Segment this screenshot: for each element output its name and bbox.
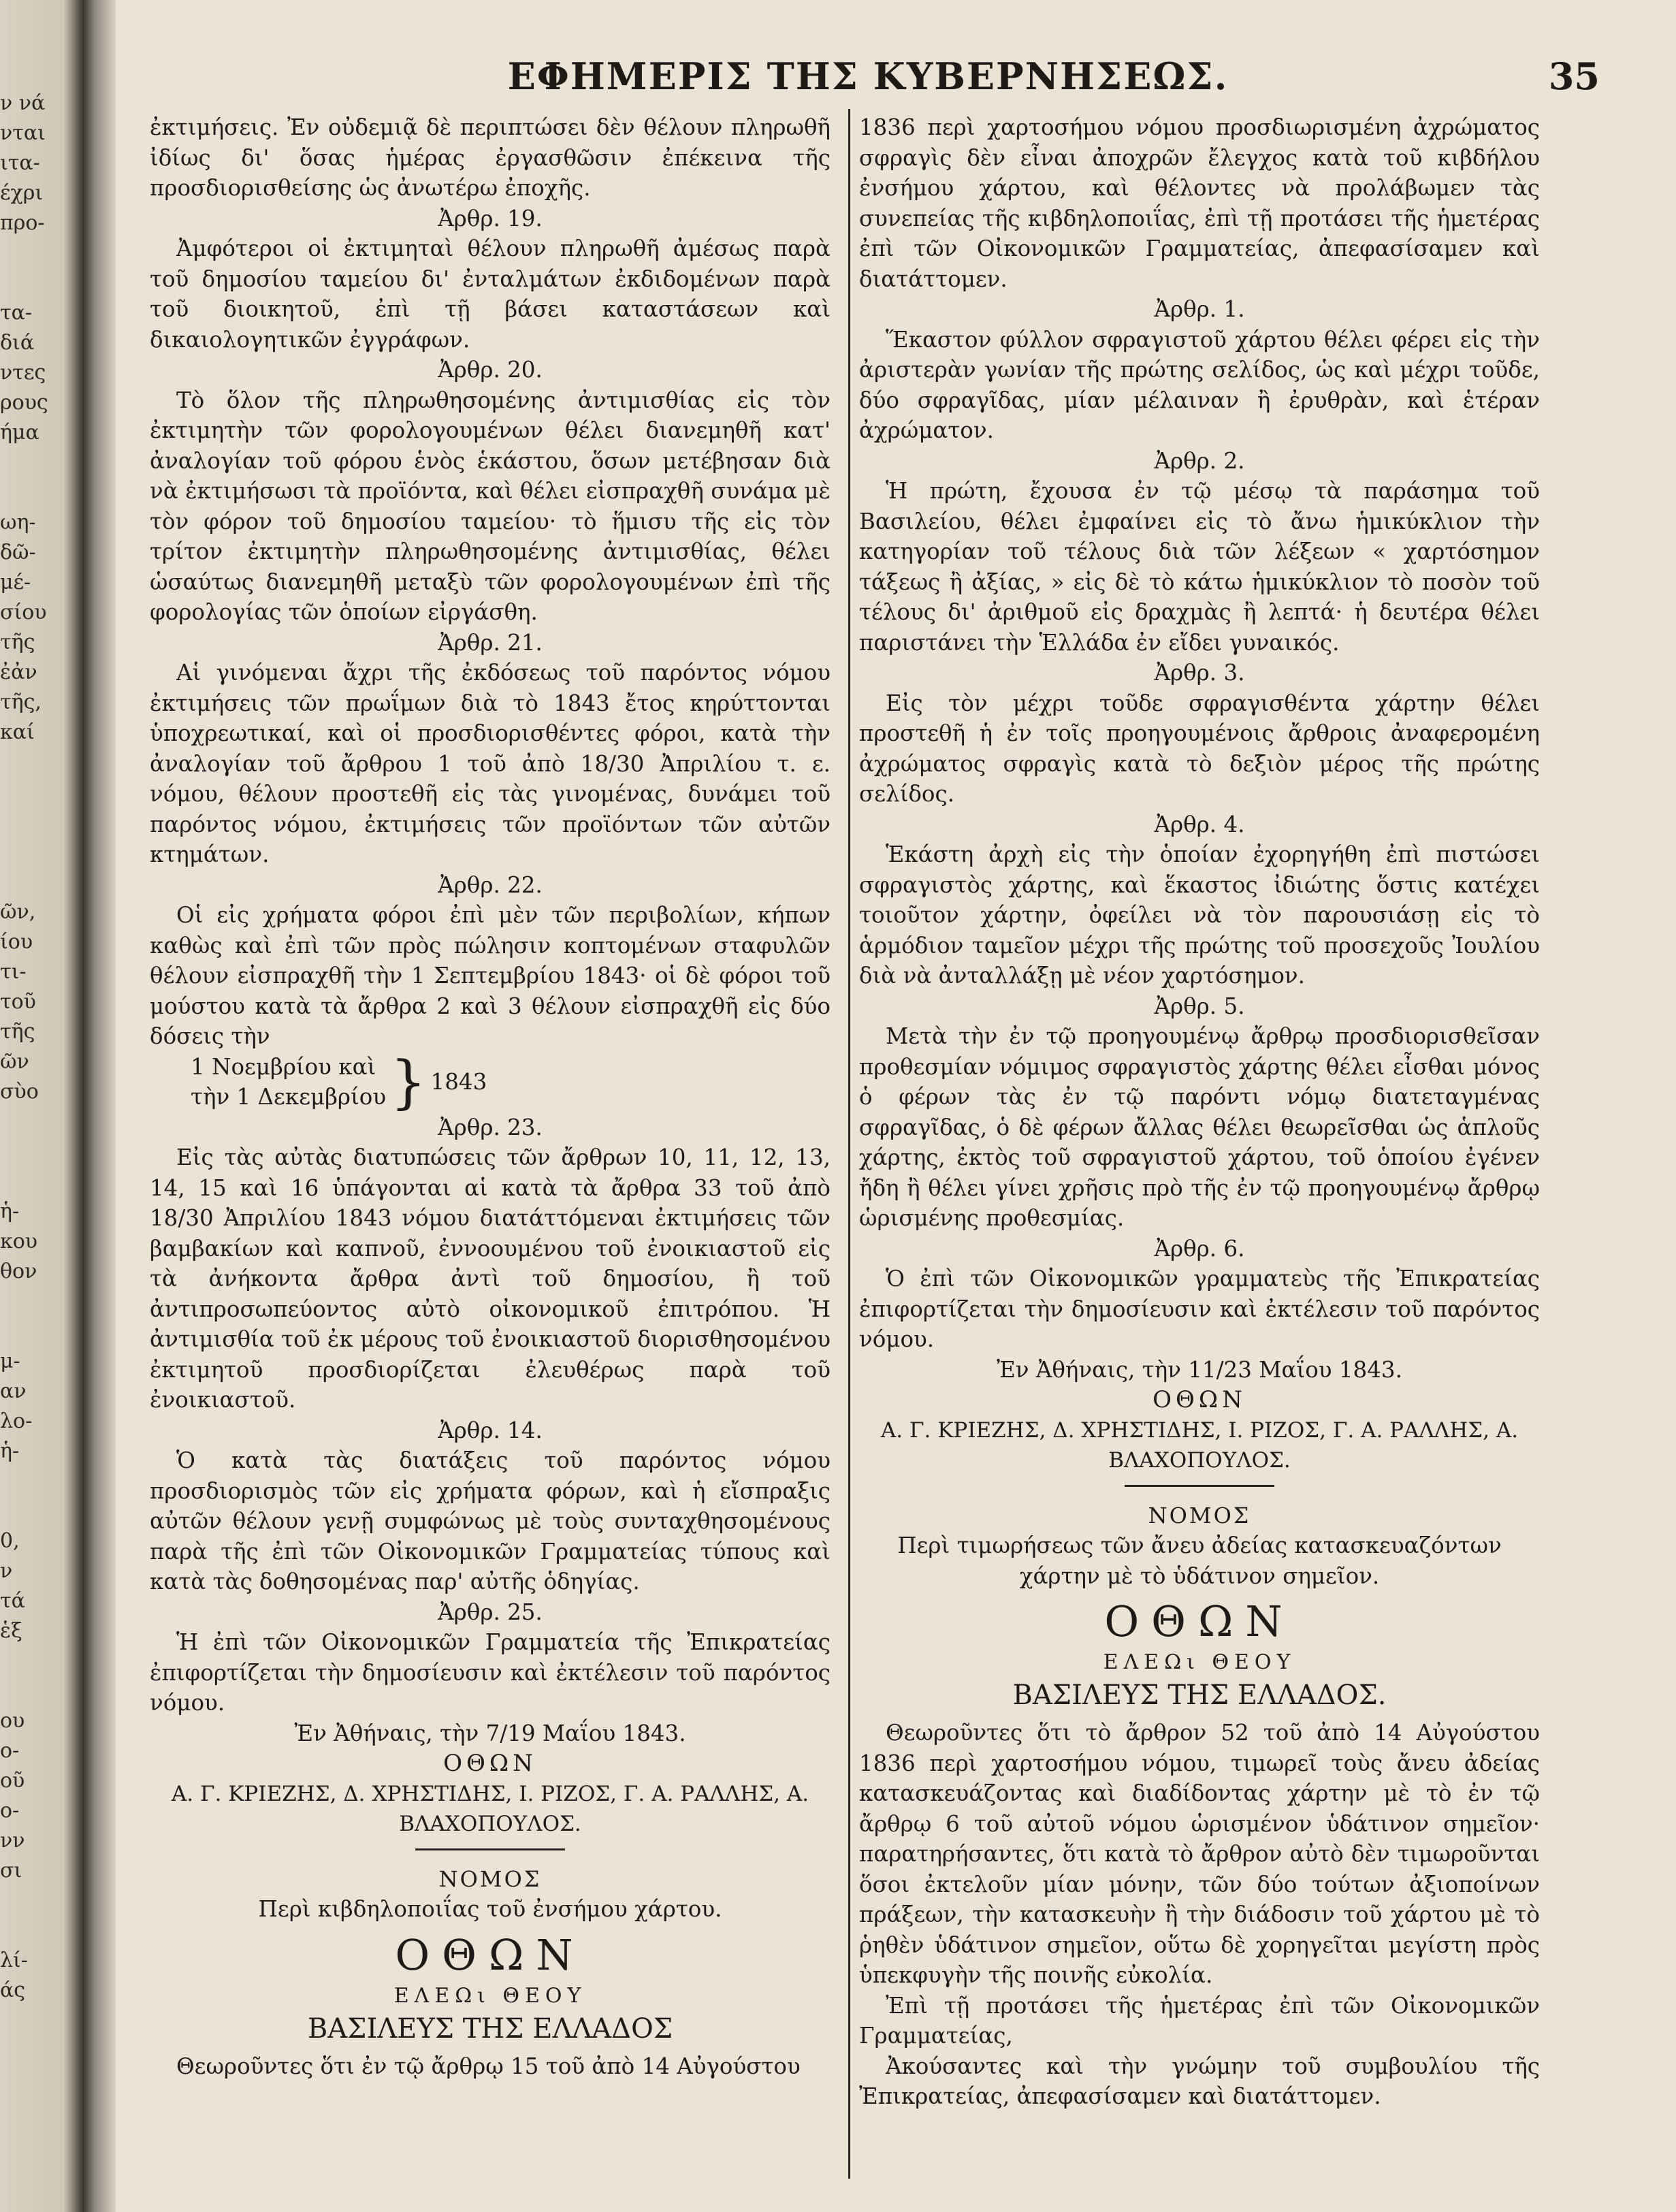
page-number: 35: [1548, 54, 1600, 98]
brace-symbol: }: [390, 1048, 427, 1115]
enactment-date: Ἐν Ἀθήναις, τὴν 7/19 Μαΐου 1843.: [294, 1720, 686, 1746]
brace-line-2: τὴν 1 Δεκεμβρίου: [191, 1084, 387, 1110]
paragraph: Εἰς τὸν μέχρι τοῦδε σφραγισθέντα χάρτην θέλει προστεθῆ ἡ ἐν τοῖς προηγουμένοις ἄρθροις ἀναφερομένη ἀχρώματος σφραγὶς κατὰ τὸ δεξιὸν μέρος τῆς πρώτης σελίδος.: [859, 690, 1540, 807]
previous-page-margin-text: ν νά νται ιτα- έχρι προ- τα- διά ντες ρους ήμα ωη- δῶ- μέ- σίου τῆς ἐἀν τῆς, καί ῶν, ίου τι- τοῦ τῆς ῶν σὺο ἡ- κου θον μ- αν λο- ἡ- 0, ν τά ἑξ ου ο- οῦ ο- νν σι λί- άς: [0, 91, 48, 2002]
brace-year: 1843: [430, 1068, 487, 1095]
paragraph: Αἱ γινόμεναι ἄχρι τῆς ἐκδόσεως τοῦ παρόντος νόμου ἐκτιμήσεις τῶν πρωΐμων διὰ τὸ 1843 ἔτος κηρύττονται ὑποχρεωτικαί, καὶ οἱ προσδιορισθέντες φόροι, κατὰ τὴν ἀναλογίαν τοῦ ἄρθρου 1 τοῦ ἀπὸ 18/30 Ἀπριλίου τ. ε. νόμου, θέλουν προστεθῆ εἰς τὰς γινομένας, δυνάμει τοῦ παρόντος νόμου, ἐκτιμήσεις τῶν προϊόντων τῶν αὐτῶν κτημάτων.: [150, 660, 831, 867]
article-heading: Ἀρθρ. 4.: [1154, 811, 1245, 837]
paragraph: Ἡ πρώτη, ἔχουσα ἐν τῷ μέσῳ τὰ παράσημα τοῦ Βασιλείου, θέλει ἐμφαίνει εἰς τὸ ἄνω ἡμικύκλιον τὴν κατηγορίαν τοῦ τέλους διὰ τῶν λέξεων « χαρτόσημον τάξεως ἢ ἀξίας, » εἰς δὲ τὸ κάτω ἡμικύκλιον τὸ ποσὸν τοῦ τέλους δι' ἀριθμοῦ εἰς δραχμὰς ἢ λεπτά· ἡ δευτέρα θέλει παριστάνει τὴν Ἑλλάδα ἐν εἴδει γυναικός.: [859, 478, 1540, 656]
king-title: ΒΑΣΙΛΕΥΣ ΤΗΣ ΕΛΛΑΔΟΣ.: [1012, 1680, 1387, 1711]
column-divider: [848, 109, 850, 2179]
article-heading: Ἀρθρ. 14.: [438, 1417, 543, 1443]
article-heading: Ἀρθρ. 25.: [438, 1599, 543, 1625]
article-heading: Ἀρθρ. 23.: [438, 1114, 543, 1140]
king-name: ΟΘΩΝ: [1104, 1597, 1295, 1646]
law-subject: Περὶ κιβδηλοποιΐας τοῦ ἐνσήμου χάρτου.: [258, 1896, 722, 1922]
king-signature: ΟΘΩΝ: [1153, 1386, 1246, 1413]
page-header: [136, 48, 1600, 102]
paragraph: Εἰς τὰς αὐτὰς διατυπώσεις τῶν ἄρθρων 10, 11, 12, 13, 14, 15 καὶ 16 ὑπάγονται αἱ κατὰ τὰ ἄρθρα 33 τοῦ ἀπὸ 18/30 Ἀπριλίου 1843 νόμου διατάττόμεναι ἐκτιμήσεις τῶν βαμβακίων καὶ καπνοῦ, ἐννοουμένου τοῦ ἐνοικιαστοῦ εἰς τὰ ἀνήκοντα ἄρθρα ἀντὶ τοῦ δημοσίου, ἢ τοῦ ἀντιπροσωπεύοντος αὐτὸ οἰκονομικοῦ ἐπιτρόπου. Ἡ ἀντιμισθία τοῦ ἐκ μέρους τοῦ ἐνοικιαστοῦ διορισθησομένου ἐκτιμητοῦ προσδιορίζεται ἐλευθέρως παρὰ τοῦ ἐνοικιαστοῦ.: [150, 1144, 831, 1413]
paragraph: 1836 περὶ χαρτοσήμου νόμου προσδιωρισμένη ἀχρώματος σφραγὶς δὲν εἶναι ἀποχρῶν ἔλεγχος κατὰ τοῦ κιβδήλου ἐνσήμου χάρτου, καὶ θέλοντες νὰ προλάβωμεν τὰς συνεπείας τῆς κιβδηλοποιΐας, ἐπὶ τῇ προτάσει τῆς ἡμετέρας ἐπὶ τῶν Οἰκονομικῶν Γραμματείας, ἀπεφασίσαμεν καὶ διατάττομεν.: [859, 114, 1540, 292]
law-subject: Περὶ τιμωρήσεως τῶν ἄνευ ἀδείας κατασκευαζόντων χάρτην μὲ τὸ ὑδάτινον σημεῖον.: [897, 1533, 1502, 1589]
law-heading: ΝΟΜΟΣ: [1148, 1502, 1251, 1528]
date-brace: [150, 1048, 831, 1115]
paragraph: Ὁ ἐπὶ τῶν Οἰκονομικῶν γραμματεὺς τῆς Ἐπικρατείας ἐπιφορτίζεται τὴν δημοσίευσιν καὶ ἐκτέλεσιν τοῦ παρόντος νόμου.: [859, 1266, 1540, 1352]
paragraph: ἐκτιμήσεις. Ἐν οὐδεμιᾷ δὲ περιπτώσει δὲν θέλουν πληρωθῆ ἰδίως δι' ὅσας ἡμέρας ἐργασθῶσιν ἐπέκεινα τῆς προσδιορισθείσης ὡς ἀνωτέρω ἐποχῆς.: [150, 114, 831, 201]
law-heading: ΝΟΜΟΣ: [438, 1865, 542, 1892]
brace-line-1: 1 Νοεμβρίου καὶ: [191, 1053, 376, 1080]
paragraph: Ἕκαστον φύλλον σφραγιστοῦ χάρτου θέλει φέρει εἰς τὴν ἀριστερὰν γωνίαν τῆς πρώτης σελίδος, ὡς καὶ μέχρι τοῦδε, δύο σφραγῖδας, μίαν μέλαιναν ἢ ἐρυθρὰν, καὶ ἑτέραν ἀχρώματον.: [859, 326, 1540, 443]
paragraph: Θεωροῦντες ὅτι τὸ ἄρθρον 52 τοῦ ἀπὸ 14 Αὐγούστου 1836 περὶ χαρτοσήμου νόμου, τιμωρεῖ τοὺς ἄνευ ἀδείας κατασκευάζοντας καὶ διαδίδοντας χάρτην μὲ τὸ ἐν τῷ ἄρθρῳ 6 τοῦ αὐτοῦ νόμου ὡρισμένον ὑδάτινον σημεῖον· παρατηρήσαντες, ὅτι κατὰ τὸ ἄρθρον αὐτὸ δὲν τιμωροῦνται ὅσοι ἐκτελοῦν μίαν μόνην, τῶν δύο τούτων ἀξιοποίνων πράξεων, τὴν κατασκευὴν ἢ τὴν διάδοσιν τοῦ χάρτου μὲ τὸ ῥηθὲν ὑδάτινον σημεῖον, οὕτω δὲ χορηγεῖται μεγίστη πρὸς ὑπεκφυγὴν τῆς ποινῆς εὐκολία.: [859, 1720, 1540, 1988]
article-heading: Ἀρθρ. 6.: [1154, 1235, 1245, 1262]
by-grace-of-god: ΕΛΕΩι ΘΕΟΥ: [1103, 1650, 1296, 1674]
king-name: ΟΘΩΝ: [395, 1929, 585, 1980]
paragraph: Μετὰ τὴν ἐν τῷ προηγουμένῳ ἄρθρῳ προσδιορισθεῖσαν προθεσμίαν νόμιμος σφραγιστὸς χάρτης θέλει εἶσθαι μόνος ὁ φέρων τὰς ἐν τῷ παρόντι νόμῳ διατεταγμένας σφραγῖδας, ὁ δὲ φέρων ἄλλας θέλει θεωρεῖσθαι ὡς ἁπλοῦς χάρτης, ἐκτὸς τοῦ σφραγιστοῦ χάρτου, τοῦ ὁποίου ἐγένεν ἤδη ἢ θέλει γίνει χρῆσις πρὸ τῆς ἐν τῷ προηγουμένῳ ἄρθρῳ ὡρισμένης προθεσμίας.: [859, 1023, 1540, 1231]
article-heading: Ἀρθρ. 21.: [438, 629, 543, 656]
article-heading: Ἀρθρ. 5.: [1154, 993, 1245, 1019]
ministers-signatures: Α. Γ. ΚΡΙΕΖΗΣ, Δ. ΧΡΗΣΤΙΔΗΣ, Ι. ΡΙΖΟΣ, Γ. Α. ΡΑΛΛΗΣ, Α. ΒΛΑΧΟΠΟΥΛΟΣ.: [171, 1781, 809, 1836]
paragraph: Ἡ ἐπὶ τῶν Οἰκονομικῶν Γραμματεία τῆς Ἐπικρατείας ἐπιφορτίζεται τὴν δημοσίευσιν καὶ ἐκτέλεσιν τοῦ παρόντος νόμου.: [150, 1629, 831, 1716]
article-heading: Ἀρθρ. 20.: [438, 357, 543, 383]
paragraph: Ἀμφότεροι οἱ ἐκτιμηταὶ θέλουν πληρωθῆ ἀμέσως παρὰ τοῦ δημοσίου ταμείου δι' ἐνταλμάτων ἐκδιδομένων παρὰ τοῦ διοικητοῦ, ἐπὶ τῇ βάσει καταστάσεων καὶ δικαιολογητικῶν ἐγγράφων.: [150, 236, 831, 353]
paragraph: Ἑκάστη ἀρχὴ εἰς τὴν ὁποίαν ἐχορηγήθη ἐπὶ πιστώσει σφραγιστὸς χάρτης, καὶ ἕκαστος ἰδιώτης ὅστις κατέχει τοιοῦτον χάρτην, ὀφείλει νὰ τὸν παρουσιάσῃ εἰς τὸ ἁρμόδιον ταμεῖον μέχρι τῆς πρώτης τοῦ προσεχοῦς Ἰουλίου διὰ νὰ ἀνταλλάξῃ μὲ νέον χαρτόσημον.: [859, 841, 1540, 989]
section-rule: [1125, 1485, 1274, 1487]
by-grace-of-god: ΕΛΕΩι ΘΕΟΥ: [393, 1983, 587, 2008]
article-heading: Ἀρθρ. 2.: [1154, 447, 1245, 474]
article-heading: Ἀρθρ. 22.: [438, 871, 543, 898]
king-signature: ΟΘΩΝ: [443, 1750, 537, 1777]
article-heading: Ἀρθρ. 3.: [1154, 660, 1245, 686]
king-title: ΒΑΣΙΛΕΥΣ ΤΗΣ ΕΛΛΑΔΟΣ: [307, 2013, 673, 2045]
paragraph: Οἱ εἰς χρήματα φόροι ἐπὶ μὲν τῶν περιβολίων, κήπων καθὼς καὶ ἐπὶ τῶν πρὸς πώλησιν κοπτομένων σταφυλῶν θέλουν εἰσπραχθῆ τὴν 1 Σεπτεμβρίου 1843· οἱ δὲ φόροι τοῦ μούστου κατὰ τὰ ἄρθρα 2 καὶ 3 θέλουν εἰσπραχθῆ εἰς δύο δόσεις τὴν: [150, 902, 831, 1049]
left-column: [150, 112, 831, 2182]
article-heading: Ἀρθρ. 1.: [1154, 296, 1245, 322]
paragraph: Τὸ ὅλον τῆς πληρωθησομένης ἀντιμισθίας εἰς τὸν ἐκτιμητὴν τῶν φορολογουμένων θέλει διανεμηθῆ κατ' ἀναλογίαν τοῦ φόρου ἑνὸς ἑκάστου, ὅσων μετέβησαν διὰ νὰ ἐκτιμήσωσι τὰ προϊόντα, καὶ θέλει εἰσπραχθῆ συνάμα μὲ τὸν φόρον τοῦ δημοσίου ταμείου· τὸ ἥμισυ τῆς εἰς τὸν τρίτον ἐκτιμητὴν πληρωθησομένης ἀντιμισθίας, θέλει ὡσαύτως διανεμηθῆ μεταξὺ τῶν φορολογουμένων ἐπὶ τῆς φορολογίας τῶν ὁποίων εἰργάσθη.: [150, 387, 831, 625]
paragraph: Θεωροῦντες ὅτι ἐν τῷ ἄρθρῳ 15 τοῦ ἀπὸ 14 Αὐγούστου: [176, 2053, 801, 2079]
paragraph: Ἀκούσαντες καὶ τὴν γνώμην τοῦ συμβουλίου τῆς Ἐπικρατείας, ἀπεφασίσαμεν καὶ διατάττομεν.: [859, 2053, 1540, 2109]
paragraph: Ἐπὶ τῇ προτάσει τῆς ἡμετέρας ἐπὶ τῶν Οἰκονομικῶν Γραμματείας,: [859, 1992, 1540, 2049]
ministers-signatures: Α. Γ. ΚΡΙΕΖΗΣ, Δ. ΧΡΗΣΤΙΔΗΣ, Ι. ΡΙΖΟΣ, Γ. Α. ΡΑΛΛΗΣ, Α. ΒΛΑΧΟΠΟΥΛΟΣ.: [880, 1417, 1519, 1473]
gazette-title: ΕΦΗΜΕΡΙΣ ΤΗΣ ΚΥΒΕΡΝΗΣΕΩΣ.: [507, 54, 1229, 98]
enactment-date: Ἐν Ἀθήναις, τὴν 11/23 Μαΐου 1843.: [997, 1356, 1402, 1383]
right-column: [859, 112, 1540, 2182]
section-rule: [415, 1848, 565, 1850]
article-heading: Ἀρθρ. 19.: [438, 205, 543, 231]
paragraph: Ὁ κατὰ τὰς διατάξεις τοῦ παρόντος νόμου προσδιορισμὸς τῶν εἰς χρήματα φόρων, καὶ ἡ εἴσπραξις αὐτῶν θέλουν γενῇ συμφώνως μὲ τοὺς συνταχθησομένους παρὰ τῆς ἐπὶ τῶν Οἰκονομικῶν Γραμματείας τύπους καὶ κατὰ τὰς δοθησομένας παρ' αὐτῆς ὁδηγίας.: [150, 1447, 831, 1594]
